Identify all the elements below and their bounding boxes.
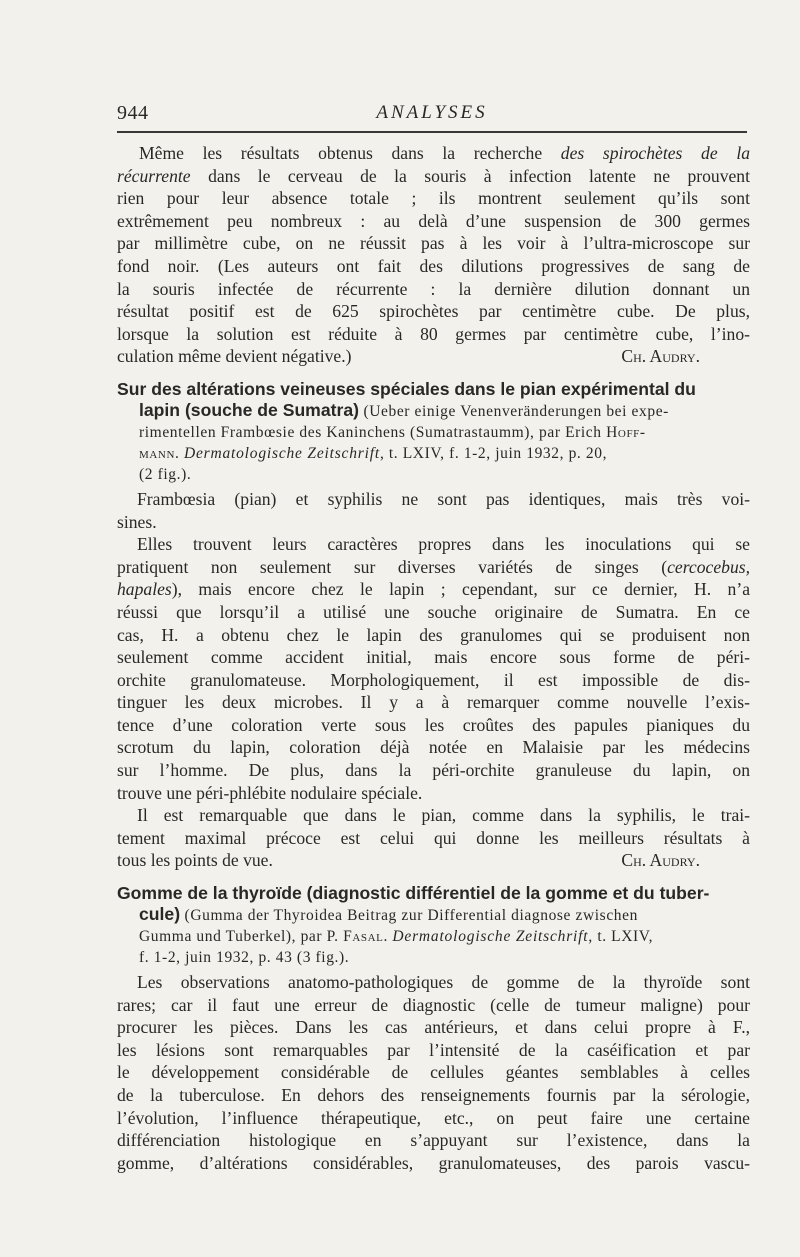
text-line: Les observations anatomo-pathologiques de gomme de la thyroïde sont	[137, 972, 750, 993]
text-line: les lésions sont remarquables par l’intensité de la caséification et par	[117, 1039, 750, 1060]
reference-line	[139, 443, 750, 464]
text-line: Elles trouvent leurs caractères propres dans les inoculations qui se	[137, 534, 750, 555]
text-span: Même les résultats obtenus dans la recherche	[139, 143, 561, 163]
text-line: trouve une péri-phlébite nodulaire spéciale.	[117, 782, 423, 803]
paragraph-thyroide	[117, 971, 750, 1174]
text-line: de la tuberculose. En dehors des renseignements fournis par la sérologie,	[117, 1085, 750, 1105]
reference-line	[139, 422, 750, 443]
signature: Ch. Audry.	[621, 346, 700, 367]
paragraph-recurrente	[117, 142, 750, 368]
paragraph-pian-3	[117, 804, 750, 872]
text-line	[117, 578, 750, 601]
reference-text: , t. LXIV, f. 1-2, juin 1932, p. 20,	[379, 444, 608, 462]
reference-line	[139, 926, 750, 947]
article-title-thyroide	[117, 883, 750, 968]
title-bold: cule)	[139, 904, 181, 925]
running-title: ANALYSES	[376, 102, 488, 123]
reference-text: Gumma und Tuberkel), par P.	[139, 928, 344, 946]
text-line: rien pour leur absence totale ; ils montrent seulement qu’ils sont	[117, 188, 750, 209]
author-name: Fasal	[343, 928, 384, 946]
text-span: dans le cerveau de la souris à infection latente ne prouvent	[190, 165, 750, 186]
text-line: procurer les pièces. Dans les cas antérieurs, et dans celui propre à F.,	[117, 1017, 750, 1038]
text-line: extrêmement peu nombreux : au delà d’une suspension de 300 germes	[117, 210, 750, 231]
page-content	[117, 142, 750, 1174]
reference-text: .	[383, 928, 393, 946]
author-name: mann	[139, 444, 176, 462]
text-span: tous les points de vue.	[117, 850, 273, 871]
text-line: tinguer les deux microbes. Il y a à remarquer comme nouvelle l’exis-	[117, 692, 750, 713]
text-line: la souris infectée de récurrente : la dernière dilution donnant un	[117, 278, 750, 299]
text-line: résultat positif est de 625 spirochètes par centimètre cube. De plus,	[117, 301, 750, 322]
text-line: cas, H. a obtenu chez le lapin des granulomes qui se produisent non	[117, 624, 750, 645]
text-span: culation même devient négative.)	[117, 346, 352, 367]
title-line	[139, 904, 750, 926]
header-rule	[117, 131, 747, 133]
title-bold: Sur des altérations veineuses spéciales dans le pian expérimental du	[117, 378, 696, 399]
text-line: Il est remarquable que dans le pian, comme dans la syphilis, le trai-	[137, 805, 750, 826]
text-line	[117, 556, 750, 579]
journal-name: Dermatologische Zeitschrift	[183, 444, 380, 462]
title-line	[117, 379, 750, 400]
reference-line: f. 1-2, juin 1932, p. 43 (3 fig.).	[139, 949, 350, 967]
signature: Ch. Audry.	[621, 850, 700, 871]
text-line: sur l’homme. De plus, dans la péri-orchite granuleuse du lapin, on	[117, 760, 750, 781]
text-line: tence d’une coloration verte sous les croûtes des papules pianiques du	[117, 714, 750, 735]
text-line: lorsque la solution est réduite à 80 germes par centimètre cube, l’ino-	[117, 323, 750, 344]
text-line: scrotum du lapin, coloration déjà notée en Malaisie par les médecins	[117, 737, 750, 758]
paragraph-pian-2	[117, 533, 750, 804]
text-line: réussi que lorsqu’il a utilisé une souche originaire de Sumatra. En ce	[117, 601, 750, 622]
reference-text: rimentellen Frambœsie des Kaninchens (Sumatrastaumm), par Erich	[139, 423, 607, 441]
text-line: différenciation histologique en s’appuyant sur l’existence, dans la	[117, 1130, 750, 1151]
journal-name: Dermatologische Zeitschrift	[392, 928, 589, 946]
text-line: l’évolution, l’influence thérapeutique, etc., on peut faire une certaine	[117, 1107, 750, 1128]
text-line: rares; car il faut une erreur de diagnostic (celle de tumeur maligne) pour	[117, 994, 750, 1015]
title-line	[139, 400, 750, 422]
reference-line: (2 fig.).	[139, 465, 192, 483]
reference-text: (Gumma der Thyroidea Beitrag zur Differential diagnose zwischen	[180, 907, 638, 925]
italic-span: récurrente	[117, 165, 191, 186]
title-bold: lapin (souche de Sumatra)	[139, 399, 359, 420]
text-line: sines.	[117, 511, 157, 532]
reference-text: .	[175, 444, 184, 462]
page-number: 944	[117, 102, 149, 124]
author-name: Hoff-	[606, 423, 646, 441]
text-line	[117, 165, 750, 188]
text-line: Frambœsia (pian) et syphilis ne sont pas identiques, mais très voi-	[137, 488, 750, 509]
italic-span: hapales	[117, 579, 172, 600]
text-line: orchite granulomateuse. Morphologiquement, il est impossible de dis-	[117, 669, 750, 690]
paragraph-pian-1	[117, 488, 750, 533]
article-title-pian	[117, 379, 750, 485]
reference-text: (Ueber einige Venenveränderungen bei expe-	[358, 402, 669, 420]
text-line: seulement comme accident initial, mais encore sous forme de péri-	[117, 647, 750, 668]
page-header	[117, 100, 747, 124]
text-line	[117, 345, 750, 368]
reference-text: , t. LXIV,	[588, 928, 654, 946]
title-line	[117, 883, 750, 904]
text-line	[117, 849, 750, 872]
text-line	[117, 142, 750, 165]
text-line: le développement considérable de cellules géantes semblables à celles	[117, 1062, 750, 1083]
title-bold: Gomme de la thyroïde (diagnostic différentiel de la gomme et du tuber-	[117, 883, 710, 904]
text-span: ), mais encore chez le lapin ; cependant, sur ce dernier, H. n’a	[171, 579, 750, 600]
text-span: pratiquent non seulement sur diverses variétés de singes (	[117, 556, 668, 577]
italic-span: des spirochètes de la	[560, 143, 751, 163]
text-line: gomme, d’altérations considérables, granulomateuses, des parois vascu-	[117, 1152, 750, 1173]
text-line: par millimètre cube, on ne réussit pas à les voir à l’ultra-microscope sur	[117, 233, 750, 254]
text-line: fond noir. (Les auteurs ont fait des dilutions progressives de sang de	[117, 255, 750, 276]
text-line: tement maximal précoce est celui qui donne les meilleurs résultats à	[117, 827, 750, 848]
italic-span: cercocebus,	[667, 556, 750, 577]
